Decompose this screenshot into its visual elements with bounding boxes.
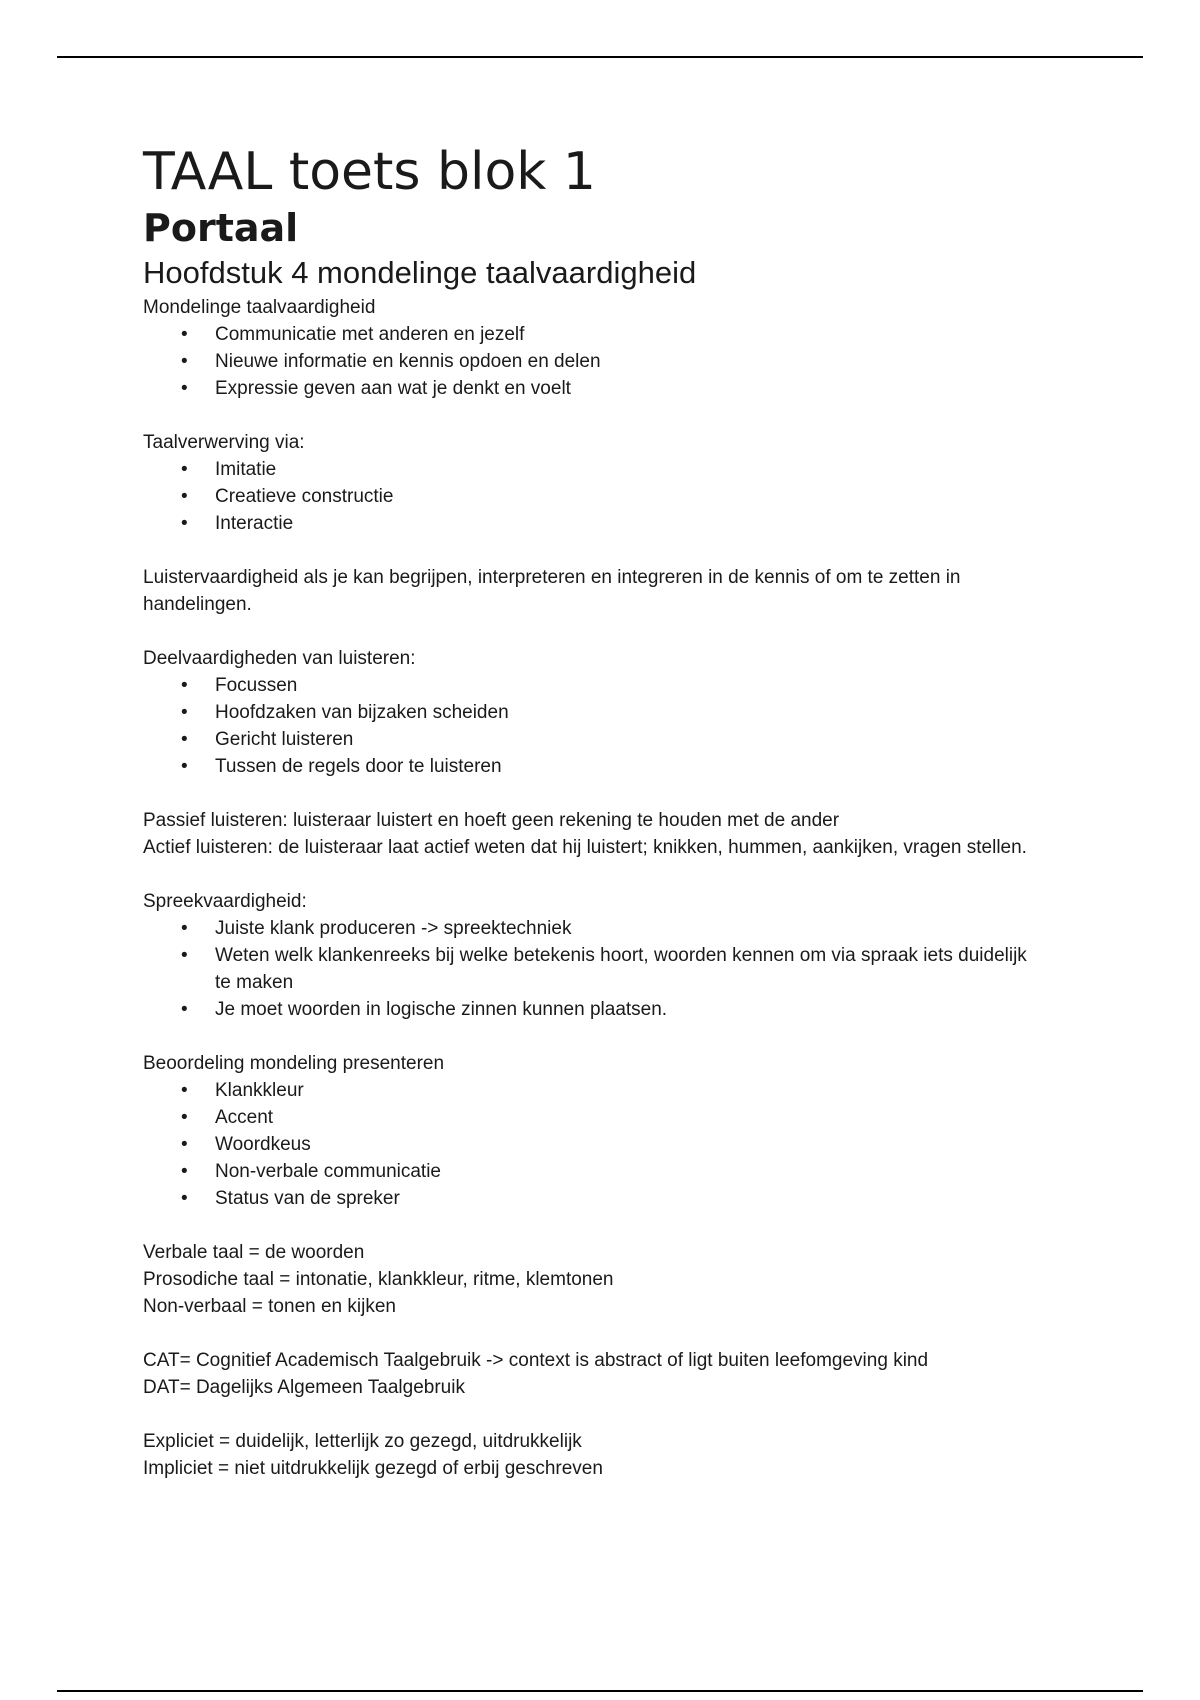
heading-hoofdstuk: Hoofdstuk 4 mondelinge taalvaardigheid xyxy=(143,255,697,290)
list-item: • Accent xyxy=(143,1104,1043,1131)
paragraph: Verbale taal = de woorden xyxy=(143,1242,365,1263)
list-item: • Imitatie xyxy=(143,456,1043,483)
bottom-rule xyxy=(57,1690,1143,1692)
bullet-list xyxy=(143,456,1043,537)
paragraph: Luistervaardigheid als je kan begrijpen, interpreteren en integreren in de kennis of om te zetten in handelingen. xyxy=(143,567,961,615)
list-item: • Non-verbale communicatie xyxy=(143,1158,1043,1185)
bullet-list xyxy=(143,672,1043,780)
document-page xyxy=(143,140,1043,1482)
list-item: • Gericht luisteren xyxy=(143,726,1043,753)
section-intro: Taalverwerving via: xyxy=(143,432,305,453)
list-item: • Nieuwe informatie en kennis opdoen en delen xyxy=(143,348,1043,375)
list-item: • Focussen xyxy=(143,672,1043,699)
list-item: • Creatieve constructie xyxy=(143,483,1043,510)
list-item: • Interactie xyxy=(143,510,1043,537)
bullet-list xyxy=(143,915,1043,1023)
document-title: TAAL toets blok 1 xyxy=(143,142,597,202)
list-item: • Klankkleur xyxy=(143,1077,1043,1104)
section-intro: Spreekvaardigheid: xyxy=(143,891,307,912)
top-rule xyxy=(57,56,1143,58)
section-intro: Deelvaardigheden van luisteren: xyxy=(143,648,416,669)
list-item: • Weten welk klankenreeks bij welke betekenis hoort, woorden kennen om via spraak iets duidelijk te maken xyxy=(143,942,1043,996)
list-item: • Expressie geven aan wat je denkt en voelt xyxy=(143,375,1043,402)
list-item: • Status van de spreker xyxy=(143,1185,1043,1212)
list-item: • Communicatie met anderen en jezelf xyxy=(143,321,1043,348)
section-intro: Mondelinge taalvaardigheid xyxy=(143,297,376,318)
paragraph: Actief luisteren: de luisteraar laat actief weten dat hij luistert; knikken, hummen, aankijken, vragen stellen. xyxy=(143,837,1027,858)
paragraph: Expliciet = duidelijk, letterlijk zo gezegd, uitdrukkelijk xyxy=(143,1431,582,1452)
heading-portaal: Portaal xyxy=(143,206,299,250)
paragraph: Passief luisteren: luisteraar luistert en hoeft geen rekening te houden met de ander xyxy=(143,810,840,831)
list-item: • Je moet woorden in logische zinnen kunnen plaatsen. xyxy=(143,996,1043,1023)
list-item: • Juiste klank produceren -> spreektechniek xyxy=(143,915,1043,942)
bullet-list xyxy=(143,321,1043,402)
list-item: • Hoofdzaken van bijzaken scheiden xyxy=(143,699,1043,726)
bullet-list xyxy=(143,1077,1043,1212)
list-item: • Tussen de regels door te luisteren xyxy=(143,753,1043,780)
paragraph: Non-verbaal = tonen en kijken xyxy=(143,1296,396,1317)
list-item: • Woordkeus xyxy=(143,1131,1043,1158)
section-intro: Beoordeling mondeling presenteren xyxy=(143,1053,445,1074)
paragraph: Prosodiche taal = intonatie, klankkleur, ritme, klemtonen xyxy=(143,1269,614,1290)
paragraph: DAT= Dagelijks Algemeen Taalgebruik xyxy=(143,1377,465,1398)
paragraph: CAT= Cognitief Academisch Taalgebruik -> context is abstract of ligt buiten leefomgeving kind xyxy=(143,1350,929,1371)
paragraph: Impliciet = niet uitdrukkelijk gezegd of erbij geschreven xyxy=(143,1458,603,1479)
